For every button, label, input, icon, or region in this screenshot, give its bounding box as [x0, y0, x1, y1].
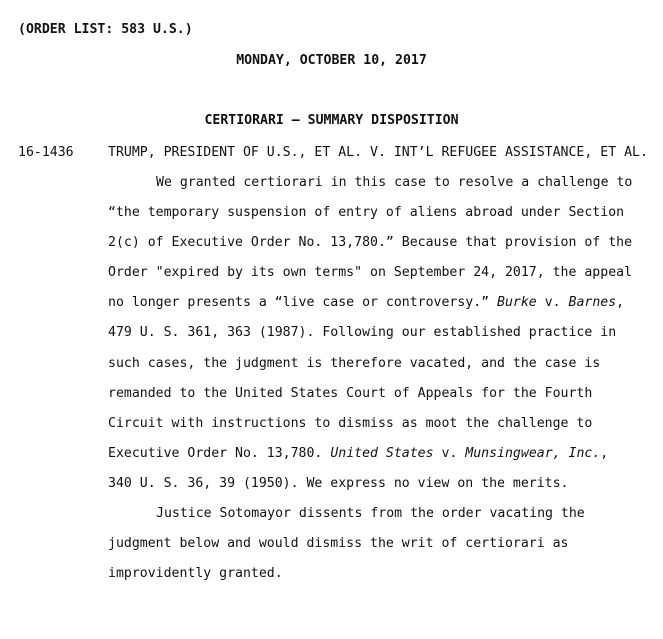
text-segment: no longer presents a “live case or controversy.” — [108, 295, 498, 311]
section-heading: CERTIORARI – SUMMARY DISPOSITION — [204, 113, 459, 128]
order-date: MONDAY, OCTOBER 10, 2017 — [236, 53, 427, 68]
text-segment: v. — [433, 445, 466, 461]
docket-number: 16-1436 — [18, 145, 74, 160]
disposition-text — [108, 168, 648, 589]
text-segment: Executive Order No. 13,780. — [108, 445, 331, 461]
text-line — [108, 439, 648, 469]
text-segment: , — [616, 295, 625, 311]
order-list-label: (ORDER LIST: 583 U.S.) — [18, 22, 193, 37]
case-name-italic: Burke — [497, 295, 537, 311]
text-line: remanded to the United States Court of Appeals for the Fourth — [108, 385, 593, 401]
text-segment: v. — [536, 295, 569, 311]
text-line: 2(c) of Executive Order No. 13,780.” Because that provision of the — [108, 235, 633, 251]
text-line: Circuit with instructions to dismiss as moot the challenge to — [108, 415, 593, 431]
text-line: Order "expired by its own terms" on September 24, 2017, the appeal — [108, 265, 633, 281]
text-line: We granted certiorari in this case to resolve a challenge to — [156, 175, 633, 190]
case-name-italic: United States — [330, 445, 434, 461]
text-line: Justice Sotomayor dissents from the order vacating the — [156, 506, 585, 522]
case-name-italic: Barnes — [568, 295, 617, 311]
text-line: “the temporary suspension of entry of aliens abroad under Section — [108, 205, 625, 221]
text-line: judgment below and would dismiss the writ of certiorari as — [108, 536, 569, 552]
text-line: 479 U. S. 361, 363 (1987). Following our established practice in — [108, 325, 617, 341]
text-line: 340 U. S. 36, 39 (1950). We express no view on the merits. — [108, 475, 569, 491]
text-line: improvidently granted. — [108, 566, 283, 582]
case-caption: TRUMP, PRESIDENT OF U.S., ET AL. V. INT’L REFUGEE ASSISTANCE, ET AL. — [108, 145, 648, 160]
text-segment: , — [600, 445, 609, 461]
text-line — [108, 288, 648, 318]
text-line: such cases, the judgment is therefore vacated, and the case is — [108, 355, 601, 371]
case-name-italic: Munsingwear, Inc. — [465, 445, 601, 461]
